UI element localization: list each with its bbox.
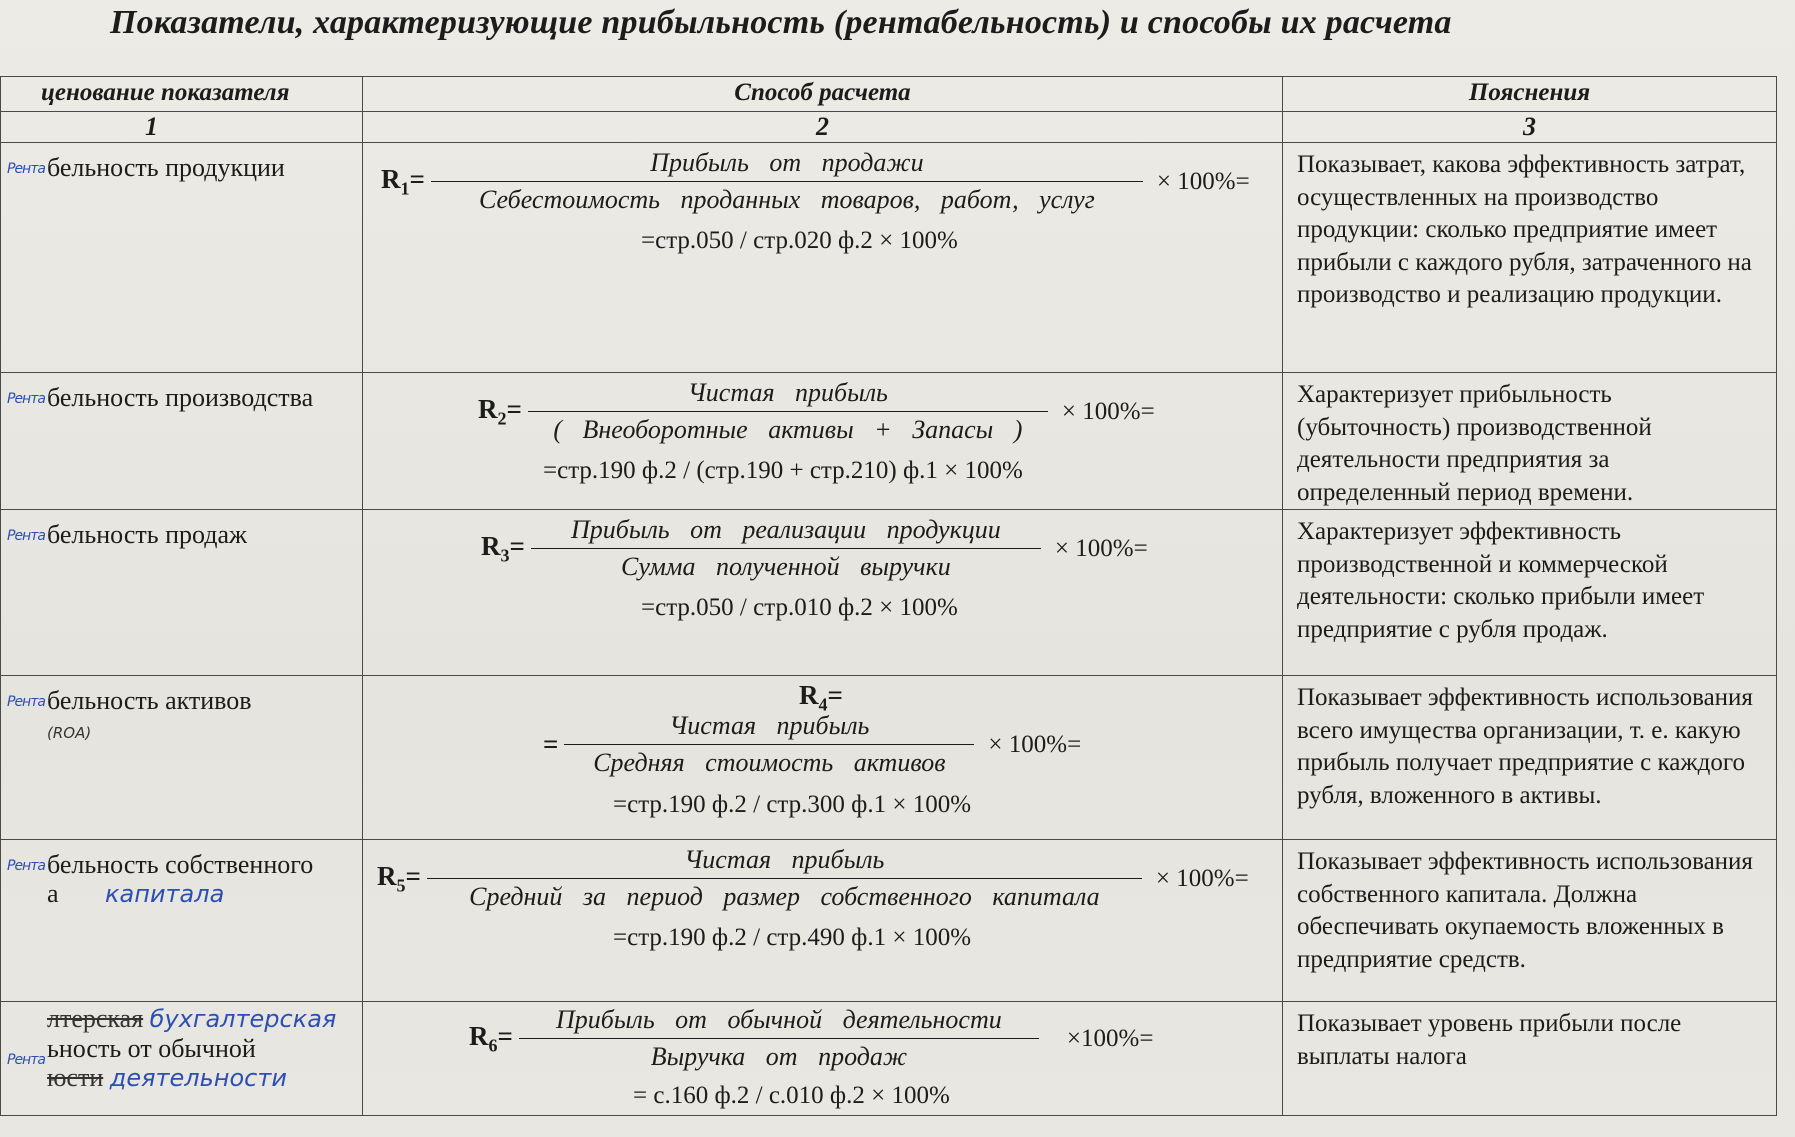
line-reference: =стр.050 / стр.020 ф.2 × 100% bbox=[641, 227, 958, 254]
denominator: Средний за период размер собственного капитала bbox=[469, 882, 1100, 911]
column-number-1: 1 bbox=[1, 112, 363, 143]
formula-cell bbox=[363, 510, 1283, 676]
indicator-name-cell bbox=[1, 373, 363, 510]
denominator: Выручка от продаж bbox=[650, 1042, 908, 1071]
indicator-name-cell bbox=[1, 510, 363, 676]
handwritten-note: Рента bbox=[7, 858, 45, 874]
line-reference: =стр.190 ф.2 / (стр.190 + стр.210) ф.1 × 100% bbox=[543, 457, 1023, 484]
line-reference: =стр.190 ф.2 / стр.300 ф.1 × 100% bbox=[613, 791, 972, 818]
line-reference: =стр.190 ф.2 / стр.490 ф.1 × 100% bbox=[613, 924, 972, 951]
numerator: Чистая прибыль bbox=[669, 711, 870, 740]
description: Характеризует эффективность производственной и коммерческой деятельности: сколько прибыли имеет предприятие с рубля продаж. bbox=[1283, 510, 1777, 676]
denominator: Сумма полученной выручки bbox=[621, 552, 951, 581]
formula-label: $R_2=$ bbox=[478, 393, 522, 429]
formula bbox=[469, 1002, 1153, 1075]
multiplier: × 100%= bbox=[1054, 534, 1148, 562]
multiplier: × 100%= bbox=[1155, 864, 1249, 892]
formula-label: $R_6=$ bbox=[469, 1020, 513, 1056]
table-row bbox=[1, 676, 1777, 840]
handwritten-abbrev: (ROA) bbox=[47, 724, 92, 742]
handwritten-note: Рента bbox=[7, 1052, 45, 1068]
indicator-name: бельность собственного bbox=[47, 850, 314, 879]
numerator: Прибыль от продажи bbox=[650, 148, 924, 177]
description: Показывает эффективность использования всего имущества организации, т. е. какую прибыль получает предприятие с каждого рубля, вложенного в активы. bbox=[1283, 676, 1777, 840]
handwritten-note: Рента bbox=[7, 528, 45, 544]
header-row bbox=[1, 77, 1777, 112]
table-row bbox=[1, 840, 1777, 1002]
denominator: Средняя стоимость активов bbox=[593, 748, 946, 777]
formula-cell bbox=[363, 840, 1283, 1002]
profitability-table bbox=[0, 76, 1777, 1116]
numerator: Чистая прибыль bbox=[684, 845, 885, 874]
formula-fraction bbox=[519, 1002, 1039, 1075]
indicator-name-cont: а bbox=[47, 879, 59, 908]
indicator-name: бельность производства bbox=[47, 383, 314, 412]
formula bbox=[478, 375, 1155, 448]
header-indicator-name: ценование показателя bbox=[1, 77, 363, 112]
description: Показывает эффективность использования собственного капитала. Должна обеспечивать окупаемость вложенных в предприятие средств. bbox=[1283, 840, 1777, 1002]
formula-label: $R_3=$ bbox=[481, 530, 525, 566]
indicator-name: бельность продаж bbox=[47, 520, 247, 549]
numerator: Чистая прибыль bbox=[687, 378, 888, 407]
formula-cell bbox=[363, 676, 1283, 840]
formula-equals: = bbox=[543, 729, 559, 759]
header-calculation-method: Способ расчета bbox=[363, 77, 1283, 112]
handwritten-capital: капитала bbox=[105, 880, 225, 908]
line-reference: =стр.050 / стр.010 ф.2 × 100% bbox=[641, 594, 958, 621]
table-row bbox=[1, 1002, 1777, 1116]
handwritten-note: Рента bbox=[7, 391, 45, 407]
struck-text: юсти bbox=[47, 1063, 104, 1092]
formula-fraction bbox=[528, 375, 1048, 448]
description: Показывает уровень прибыли после выплаты налога bbox=[1283, 1002, 1777, 1116]
indicator-name-cell bbox=[1, 676, 363, 840]
indicator-name: бельность продукции bbox=[47, 153, 285, 182]
description: Показывает, какова эффективность затрат, осуществленных на производство продукции: сколько предприятие имеет прибыли с каждого рубля, затраченного на производство и реализацию продукции. bbox=[1283, 143, 1777, 373]
denominator: Себестоимость проданных товаров, работ, услуг bbox=[478, 185, 1095, 214]
indicator-name: ьность от обычной bbox=[47, 1034, 256, 1063]
formula-cell bbox=[363, 143, 1283, 373]
column-number-2: 2 bbox=[363, 112, 1283, 143]
formula-cell bbox=[363, 373, 1283, 510]
formula-fraction bbox=[564, 708, 974, 781]
formula-fraction bbox=[531, 512, 1041, 585]
handwritten-activity: деятельности bbox=[109, 1064, 287, 1092]
formula-label: $R_1=$ bbox=[381, 163, 425, 199]
formula-label: $R_4=$ bbox=[799, 680, 843, 715]
formula-fraction bbox=[427, 842, 1142, 915]
numerator: Прибыль от обычной деятельности bbox=[556, 1005, 1002, 1034]
handwritten-accounting: бухгалтерская bbox=[149, 1005, 337, 1033]
multiplier: × 100%= bbox=[1061, 397, 1155, 425]
indicator-name: бельность активов bbox=[47, 686, 252, 715]
formula bbox=[543, 708, 1081, 781]
formula-label: $R_5=$ bbox=[377, 860, 421, 896]
indicator-name-cell bbox=[1, 1002, 363, 1116]
formula bbox=[481, 512, 1148, 585]
description: Характеризует прибыльность (убыточность) производственной деятельности предприятия за определенный период времени. bbox=[1283, 373, 1777, 510]
denominator: ( Внеоборотные активы + Запасы ) bbox=[553, 415, 1023, 444]
table-row bbox=[1, 510, 1777, 676]
column-number-3: 3 bbox=[1283, 112, 1777, 143]
numerator: Прибыль от реализации продукции bbox=[571, 515, 1001, 544]
struck-text: лтерская bbox=[47, 1004, 144, 1033]
formula bbox=[381, 145, 1250, 218]
indicator-name-cell bbox=[1, 840, 363, 1002]
multiplier: × 100%= bbox=[1156, 167, 1250, 195]
formula bbox=[377, 842, 1249, 915]
line-reference: = с.160 ф.2 / с.010 ф.2 × 100% bbox=[633, 1082, 950, 1109]
handwritten-note: Рента bbox=[7, 694, 45, 710]
header-explanations: Пояснения bbox=[1283, 77, 1777, 112]
handwritten-note: Рента bbox=[7, 161, 45, 177]
column-number-row bbox=[1, 112, 1777, 143]
indicator-name-cell bbox=[1, 143, 363, 373]
multiplier: ×100%= bbox=[1066, 1024, 1154, 1052]
formula-cell bbox=[363, 1002, 1283, 1116]
multiplier: × 100%= bbox=[988, 730, 1082, 758]
table-row bbox=[1, 143, 1777, 373]
formula-fraction bbox=[431, 145, 1143, 218]
table-row bbox=[1, 373, 1777, 510]
page-title: Показатели, характеризующие прибыльность (рентабельность) и способы их расчета bbox=[110, 4, 1452, 41]
